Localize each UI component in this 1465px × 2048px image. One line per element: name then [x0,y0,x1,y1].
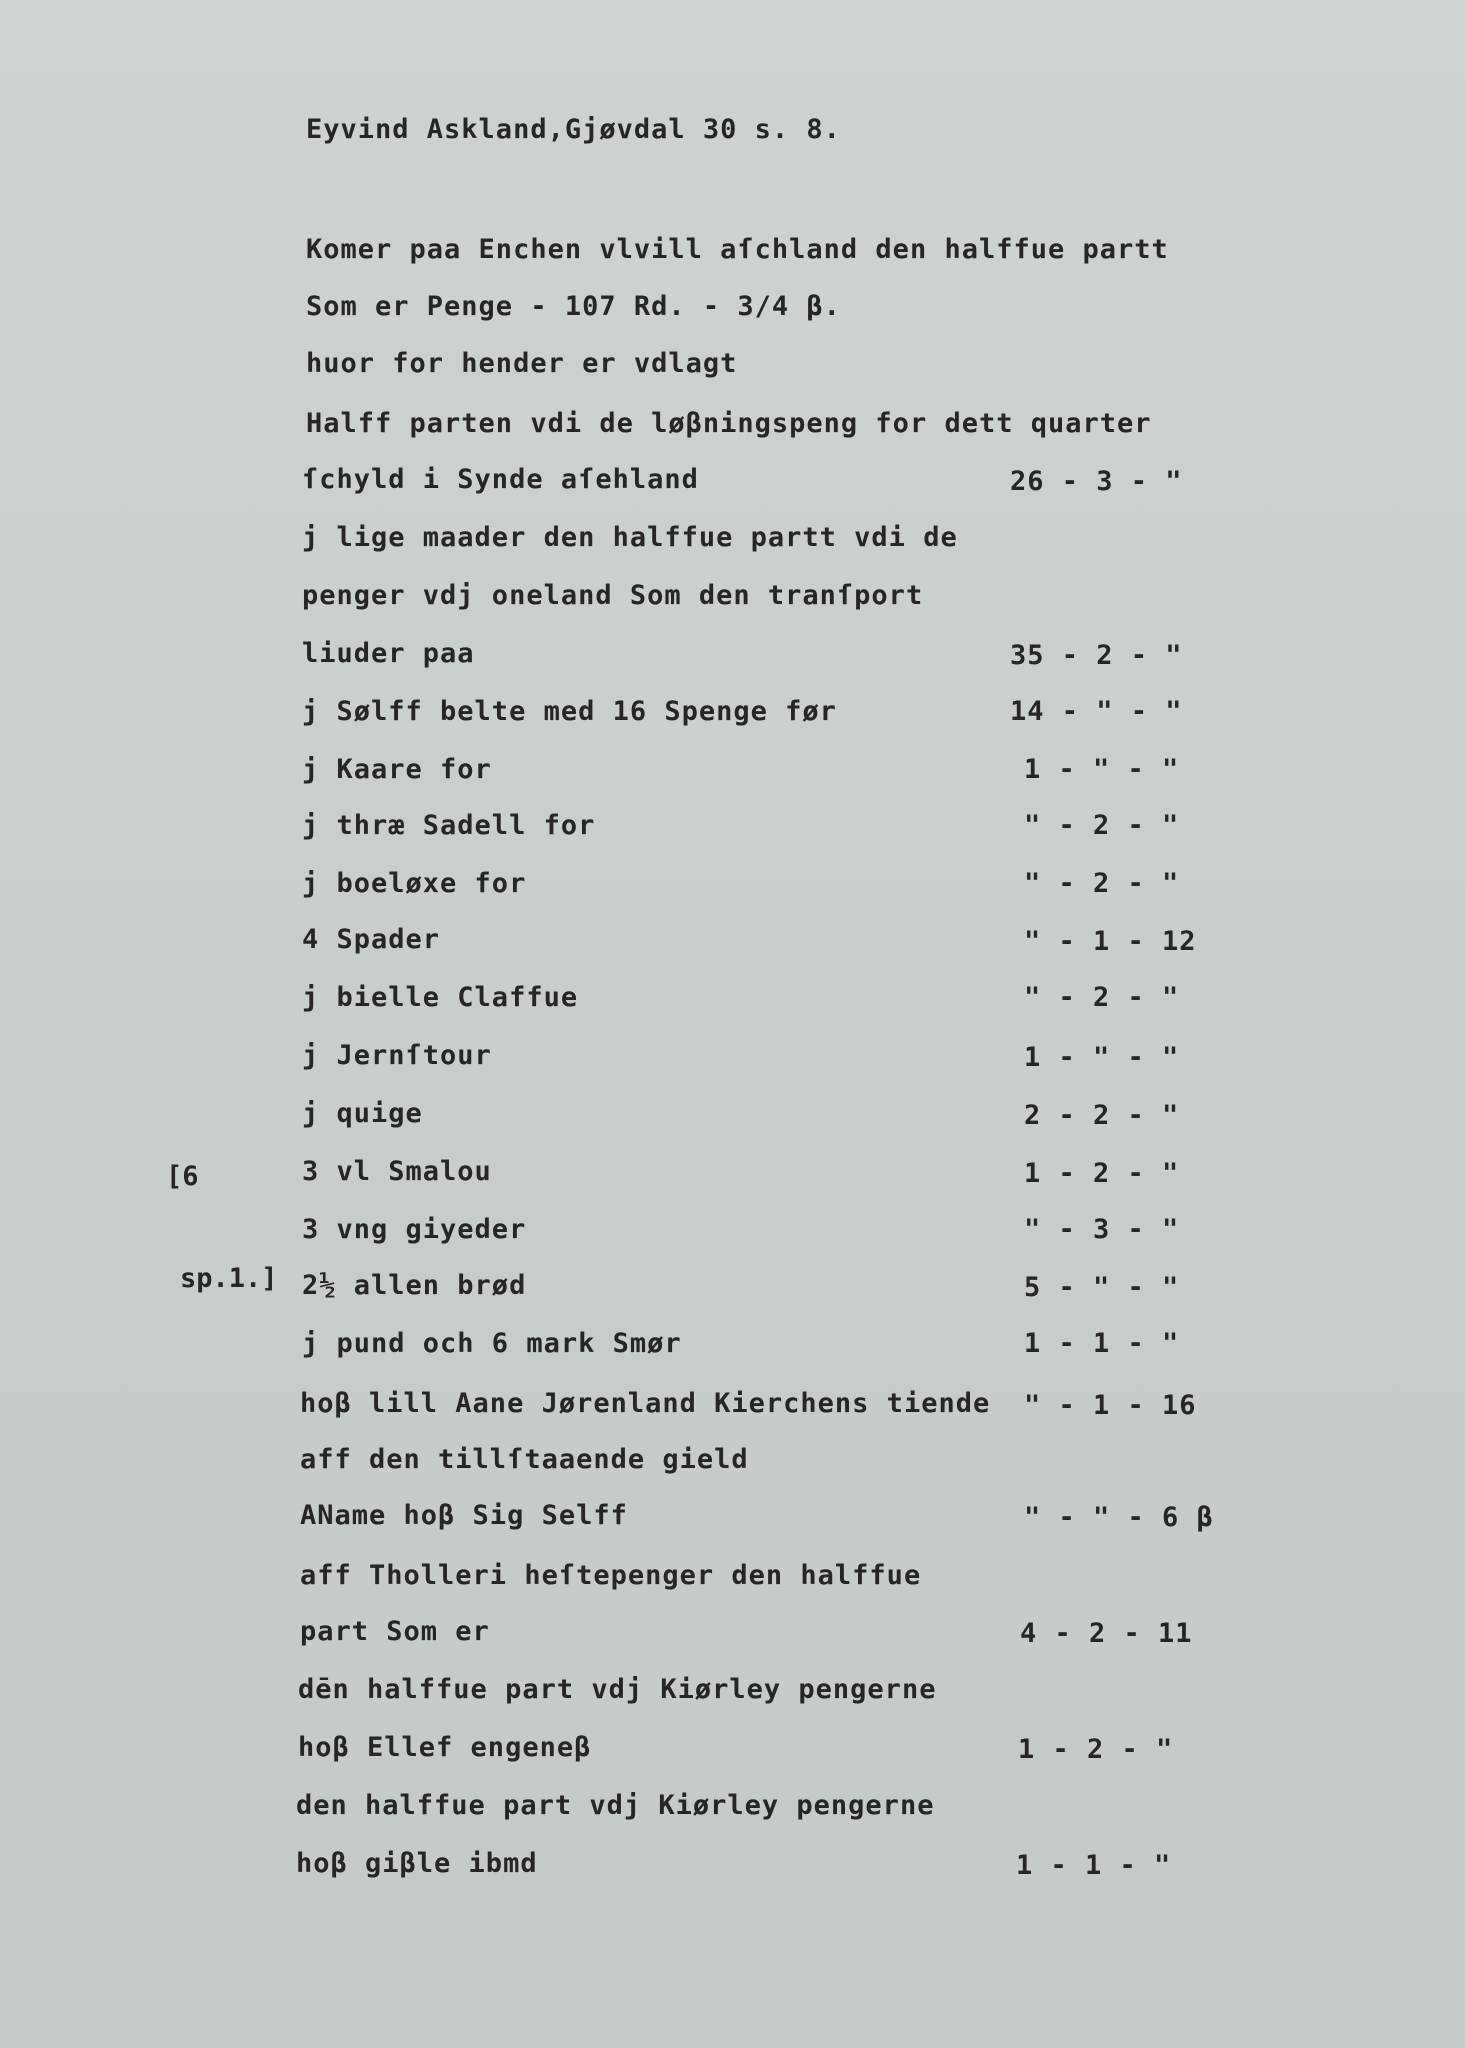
entry-text: 2½ allen brød [302,1270,527,1301]
entry-amount: 1 - 2 - " [1024,1158,1180,1189]
entry-text: j boeløxe for [302,868,527,899]
entry-amount: 1 - " - " [1024,754,1180,785]
entry-text: part Som er [300,1616,490,1647]
entry-amount: 14 - " - " [1010,696,1183,727]
entry-text: aff den tillſtaaende gield [300,1444,749,1475]
entry-text: 3 vng giyeder [302,1214,527,1245]
entry-text: penger vdj oneland Som den tranſport [302,580,924,611]
entry-amount: " - " - 6 β [1024,1502,1214,1533]
entry-text: dēn halffue part vdj Kiørley pengerne [298,1674,937,1705]
entry-text: hoβ Ellef engeneβ [298,1732,592,1763]
entry-text: den halffue part vdj Kiørley pengerne [296,1790,935,1821]
entry-text: AName hoβ Sig Selff [300,1500,628,1531]
entry-text: hoβ lill Aane Jørenland Kierchens tiende [300,1388,991,1419]
entry-text: j bielle Claffue [302,982,579,1013]
entry-text: j pund och 6 mark Smør [302,1328,682,1359]
entry-text: 3 vl Smalou [302,1156,492,1187]
entry-amount: " - 2 - " [1024,982,1180,1013]
entry-amount: " - 2 - " [1024,810,1180,841]
entry-text: j Sølff belte med 16 Spenge før [302,696,837,727]
entry-text: j lige maader den halffue partt vdi de [302,522,958,553]
intro-line: Som er Penge - 107 Rd. - 3/4 β. [306,291,841,322]
entry-text: hoβ giβle ibmd [296,1848,538,1879]
entry-amount: 2 - 2 - " [1024,1100,1180,1131]
entry-amount: 26 - 3 - " [1010,466,1183,497]
margin-note-line: [6 [166,1161,199,1192]
entry-amount: 4 - 2 - 11 [1020,1618,1193,1649]
entry-amount: " - 2 - " [1024,868,1180,899]
intro-line: Komer paa Enchen vlvill aſchland den halffue partt [306,234,1169,265]
entry-text: j Jernſtour [302,1040,492,1071]
entry-amount: 1 - " - " [1024,1042,1180,1073]
document-header: Eyvind Askland,Gjøvdal 30 s. 8. [306,114,841,145]
entry-amount: 5 - " - " [1024,1272,1180,1303]
entry-text: liuder paa [302,638,475,669]
entry-text: j thræ Sadell for [302,810,596,841]
entry-amount: 1 - 1 - " [1024,1328,1180,1359]
entry-amount: " - 1 - 16 [1024,1390,1197,1421]
margin-note [166,1092,278,1364]
intro-line: Halff parten vdi de løβningspeng for dett quarter [306,408,1152,439]
entry-text: ſchyld i Synde aſehland [302,464,699,495]
intro-line: huor for hender er vdlagt [306,348,738,379]
entry-amount: 1 - 1 - " [1016,1850,1172,1881]
entry-text: aff Tholleri heſtepenger den halffue [300,1560,922,1591]
entry-amount: " - 3 - " [1024,1214,1180,1245]
entry-text: j Kaare for [302,754,492,785]
entry-text: j quige [302,1098,423,1129]
entry-amount: " - 1 - 12 [1024,926,1197,957]
entry-amount: 35 - 2 - " [1010,640,1183,671]
margin-note-line: sp.1.] [180,1263,278,1294]
entry-text: 4 Spader [302,924,441,955]
entry-amount: 1 - 2 - " [1018,1734,1174,1765]
